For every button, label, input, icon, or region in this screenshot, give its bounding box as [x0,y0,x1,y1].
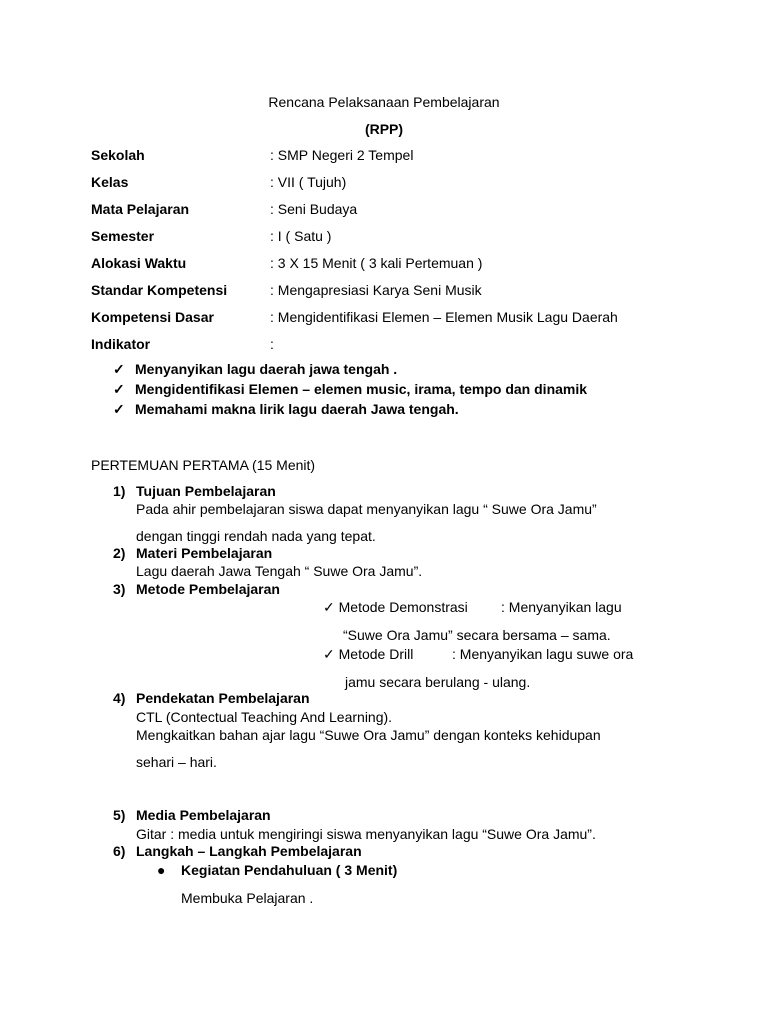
document-subtitle: (RPP) [364,121,404,137]
section-number: 6) [113,843,126,859]
method-label: Metode Drill [338,646,414,662]
section-text: Gitar : media untuk mengiringi siswa menyanyikan lagu “Suwe Ora Jamu”. [136,826,596,842]
method-description: : Menyanyikan lagu suwe ora [452,646,634,662]
section-number: 2) [113,545,126,561]
info-value-standar-kompetensi: : Mengapresiasi Karya Seni Musik [270,282,482,298]
check-icon: ✓ [323,646,335,662]
info-label-standar-kompetensi: Standar Kompetensi [91,282,228,298]
section-number: 5) [113,807,126,823]
section-title-tujuan: Tujuan Pembelajaran [136,483,276,499]
method-item-drill [323,645,413,663]
section-title-metode: Metode Pembelajaran [136,581,280,597]
method-item-demonstrasi [323,598,468,616]
indicator-item [113,380,587,398]
section-number: 4) [113,690,126,706]
section-text: Mengkaitkan bahan ajar lagu “Suwe Ora Jamu” dengan konteks kehidupan [136,727,601,743]
section-title-media: Media Pembelajaran [136,807,271,823]
info-label-sekolah: Sekolah [91,147,145,163]
section-text: sehari – hari. [136,754,217,770]
method-label: Metode Demonstrasi [338,599,468,615]
indicator-text: Menyanyikan lagu daerah jawa tengah . [135,361,398,377]
info-value-alokasi-waktu: : 3 X 15 Menit ( 3 kali Pertemuan ) [270,255,483,271]
info-label-indikator: Indikator [91,336,151,352]
document-title: Rencana Pelaksanaan Pembelajaran [268,94,500,110]
section-title-materi: Materi Pembelajaran [136,545,273,561]
section-number: 1) [113,483,126,499]
check-icon: ✓ [323,599,335,615]
method-description-cont: “Suwe Ora Jamu” secara bersama – sama. [343,627,611,643]
info-label-kompetensi-dasar: Kompetensi Dasar [91,309,214,325]
info-value-kompetensi-dasar: : Mengidentifikasi Elemen – Elemen Musik Lagu Daerah [270,309,618,325]
method-description-cont: jamu secara berulang - ulang. [345,674,531,690]
section-text: CTL (Contectual Teaching And Learning). [136,709,393,725]
info-value-semester: : I ( Satu ) [270,228,332,244]
info-value-indikator: : [270,336,274,352]
subsection-title: Kegiatan Pendahuluan ( 3 Menit) [181,862,398,878]
bullet-icon: ● [157,862,166,878]
subsection-pendahuluan [157,861,397,879]
info-label-mata-pelajaran: Mata Pelajaran [91,201,190,217]
section-text: dengan tinggi rendah nada yang tepat. [136,528,376,544]
info-label-alokasi-waktu: Alokasi Waktu [91,255,187,271]
check-icon: ✓ [113,401,125,417]
indicator-item [113,400,459,418]
section-text: Membuka Pelajaran . [181,890,314,906]
info-label-kelas: Kelas [91,174,129,190]
check-icon: ✓ [113,361,125,377]
section-number: 3) [113,581,126,597]
section-title-langkah: Langkah – Langkah Pembelajaran [136,843,362,859]
info-label-semester: Semester [91,228,155,244]
indicator-text: Mengidentifikasi Elemen – elemen music, irama, tempo dan dinamik [135,381,588,397]
section-text: Lagu daerah Jawa Tengah “ Suwe Ora Jamu”. [136,563,423,579]
info-value-mata-pelajaran: : Seni Budaya [270,201,358,217]
method-description: : Menyanyikan lagu [501,599,622,615]
section-text: Pada ahir pembelajaran siswa dapat menyanyikan lagu “ Suwe Ora Jamu” [136,501,597,517]
meeting-heading: PERTEMUAN PERTAMA (15 Menit) [91,457,316,473]
section-title-pendekatan: Pendekatan Pembelajaran [136,690,310,706]
check-icon: ✓ [113,381,125,397]
indicator-text: Memahami makna lirik lagu daerah Jawa tengah. [135,401,459,417]
info-value-kelas: : VII ( Tujuh) [270,174,347,190]
indicator-item [113,360,397,378]
info-value-sekolah: : SMP Negeri 2 Tempel [270,147,414,163]
